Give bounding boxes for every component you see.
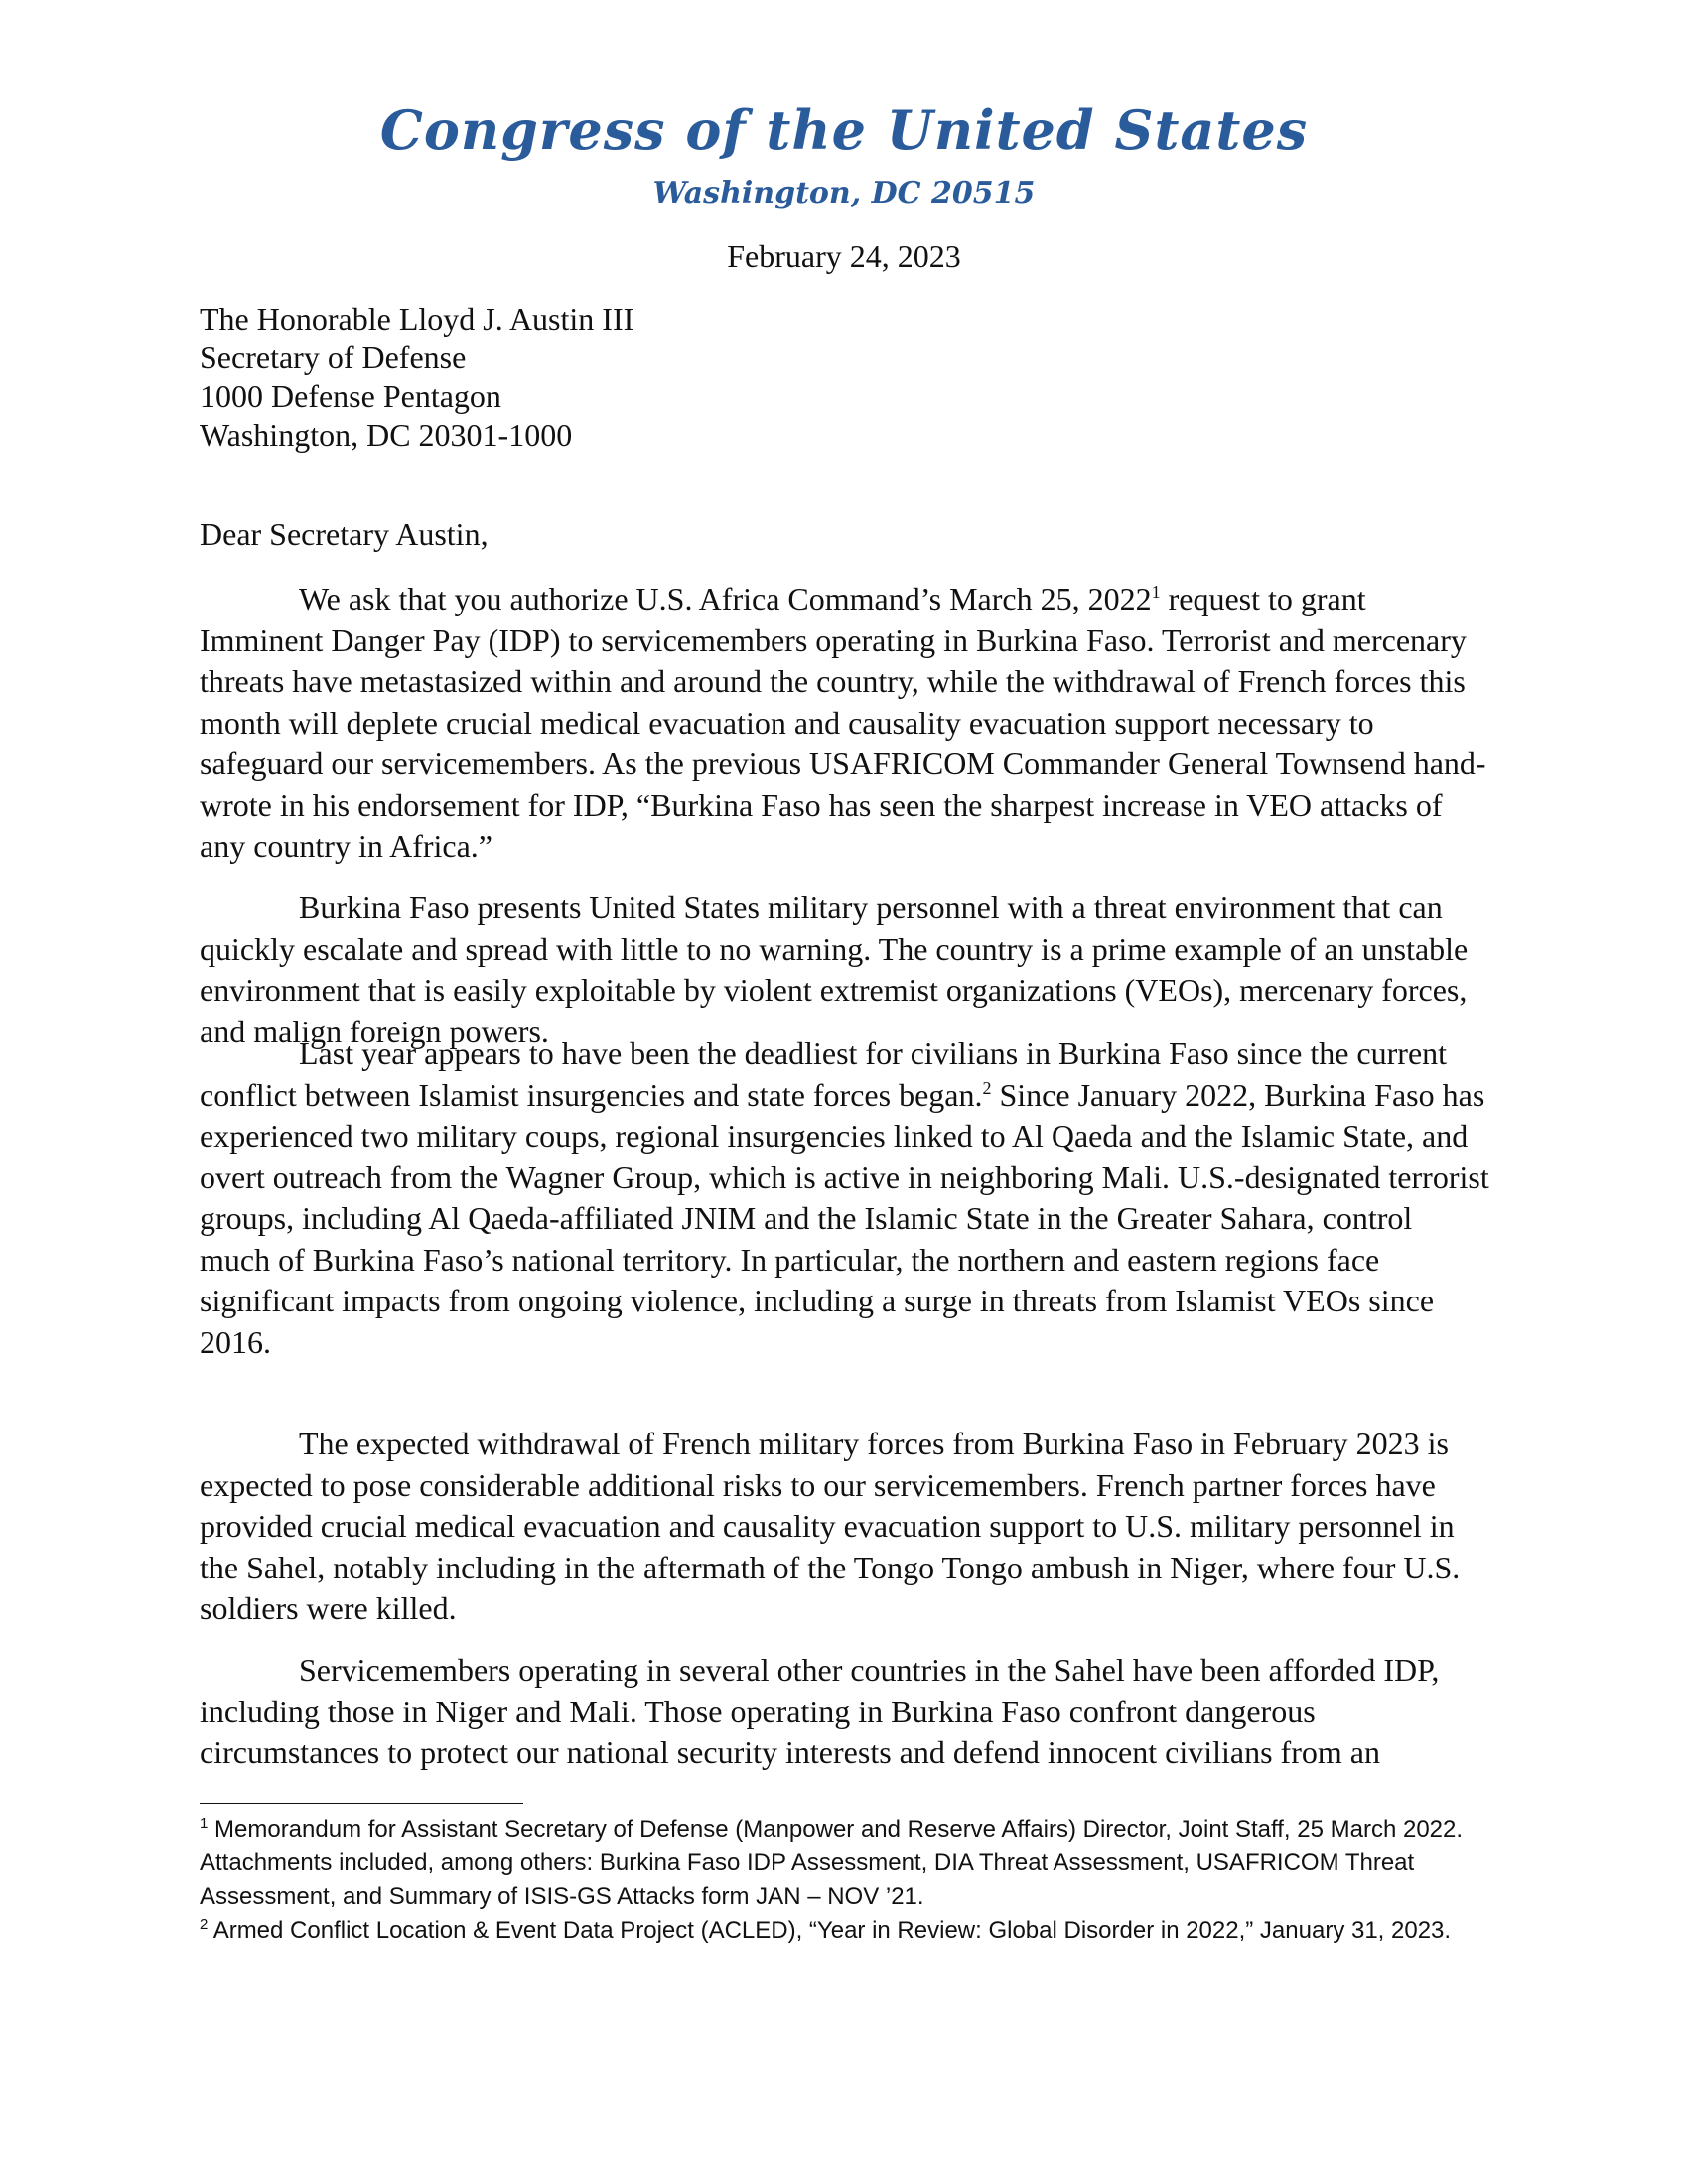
footnote-2 — [200, 1914, 1490, 1948]
letterhead-address: Washington, DC 20515 — [652, 176, 1036, 210]
p1-text-a: We ask that you authorize U.S. Africa Command’s March 25, 2022 — [299, 581, 1152, 616]
footnote-ref-2: 2 — [982, 1077, 992, 1098]
recipient-title: Secretary of Defense — [200, 340, 467, 375]
recipient-name: The Honorable Lloyd J. Austin III — [200, 301, 634, 337]
footnote-1 — [200, 1813, 1490, 1914]
body-paragraph-3 — [200, 1033, 1490, 1363]
footnote-2-number: 2 — [200, 1916, 209, 1933]
recipient-street: 1000 Defense Pentagon — [200, 378, 501, 414]
footnotes — [200, 1813, 1490, 1948]
footnote-divider — [200, 1803, 523, 1804]
footnote-2-text: Armed Conflict Location & Event Data Project (ACLED), “Year in Review: Global Disorder in 2022,” January 31, 2023. — [208, 1917, 1452, 1944]
body-paragraph-4: The expected withdrawal of French military forces from Burkina Faso in February 2023 is expected to pose considerable additional risks to our servicemembers. French partner forces have provided crucial medical evacuation and causality evacuation support to U.S. military personnel in the Sahel, notably including in the aftermath of the Tongo Tongo ambush in Niger, where four U.S. soldiers were killed. — [200, 1426, 1461, 1626]
body-paragraph-1 — [200, 579, 1490, 868]
footnote-ref-1: 1 — [1151, 582, 1161, 602]
p3-text-a: Last year appears to have been the deadliest for civilians in Burkina Faso since the current conflict between Islamist insurgencies and state forces began. — [200, 1035, 1448, 1113]
footnote-1-text: Memorandum for Assistant Secretary of Defense (Manpower and Reserve Affairs) Director, Joint Staff, 25 March 2022. Attachments included, among others: Burkina Faso IDP Assessment, DIA Threat Assessment, USAFRICOM Threat Assessment, and Summary of ISIS-GS Attacks form JAN – NOV ’21. — [200, 1816, 1464, 1910]
salutation: Dear Secretary Austin, — [200, 516, 489, 552]
recipient-city: Washington, DC 20301-1000 — [200, 417, 573, 453]
footnote-1-number: 1 — [200, 1815, 209, 1832]
p3-text-b: Since January 2022, Burkina Faso has experienced two military coups, regional insurgencies linked to Al Qaeda and the Islamic State, and overt outreach from the Wagner Group, which is active in neighboring Mali. U.S.-designated terrorist groups, including Al Qaeda-affiliated JNIM and the Islamic State in the Greater Sahara, control much of Burkina Faso’s national territory. In particular, the northern and eastern regions face significant impacts from ongoing violence, including a surge in threats from Islamist VEOs since 2016. — [200, 1076, 1489, 1360]
body-paragraph-5: Servicemembers operating in several other countries in the Sahel have been afforded IDP, including those in Niger and Mali. Those operating in Burkina Faso confront dangerous circumstances to protect our national security interests and defend innocent civilians from an — [200, 1652, 1440, 1770]
recipient-address — [200, 300, 1490, 455]
body-paragraph-2: Burkina Faso presents United States military personnel with a threat environment that can quickly escalate and spread with little to no warning. The country is a prime example of an unstable environment that is easily exploitable by violent extremist organizations (VEOs), mercenary forces, and malign foreign powers. — [200, 889, 1469, 1049]
letterhead — [0, 95, 1688, 216]
letterhead-title: Congress of the United States — [379, 98, 1309, 162]
p1-text-b: request to grant Imminent Danger Pay (IDP) to servicemembers operating in Burkina Faso. Terrorist and mercenary threats have metastasized within and around the country, while the withdrawal of French forces this month will deplete crucial medical evacuation and causality evacuation support necessary to safeguard our servicemembers. As the previous USAFRICOM Commander General Townsend hand-wrote in his endorsement for IDP, “Burkina Faso has seen the sharpest increase in VEO attacks of any country in Africa.” — [200, 581, 1486, 864]
letter-date: February 24, 2023 — [727, 238, 961, 274]
